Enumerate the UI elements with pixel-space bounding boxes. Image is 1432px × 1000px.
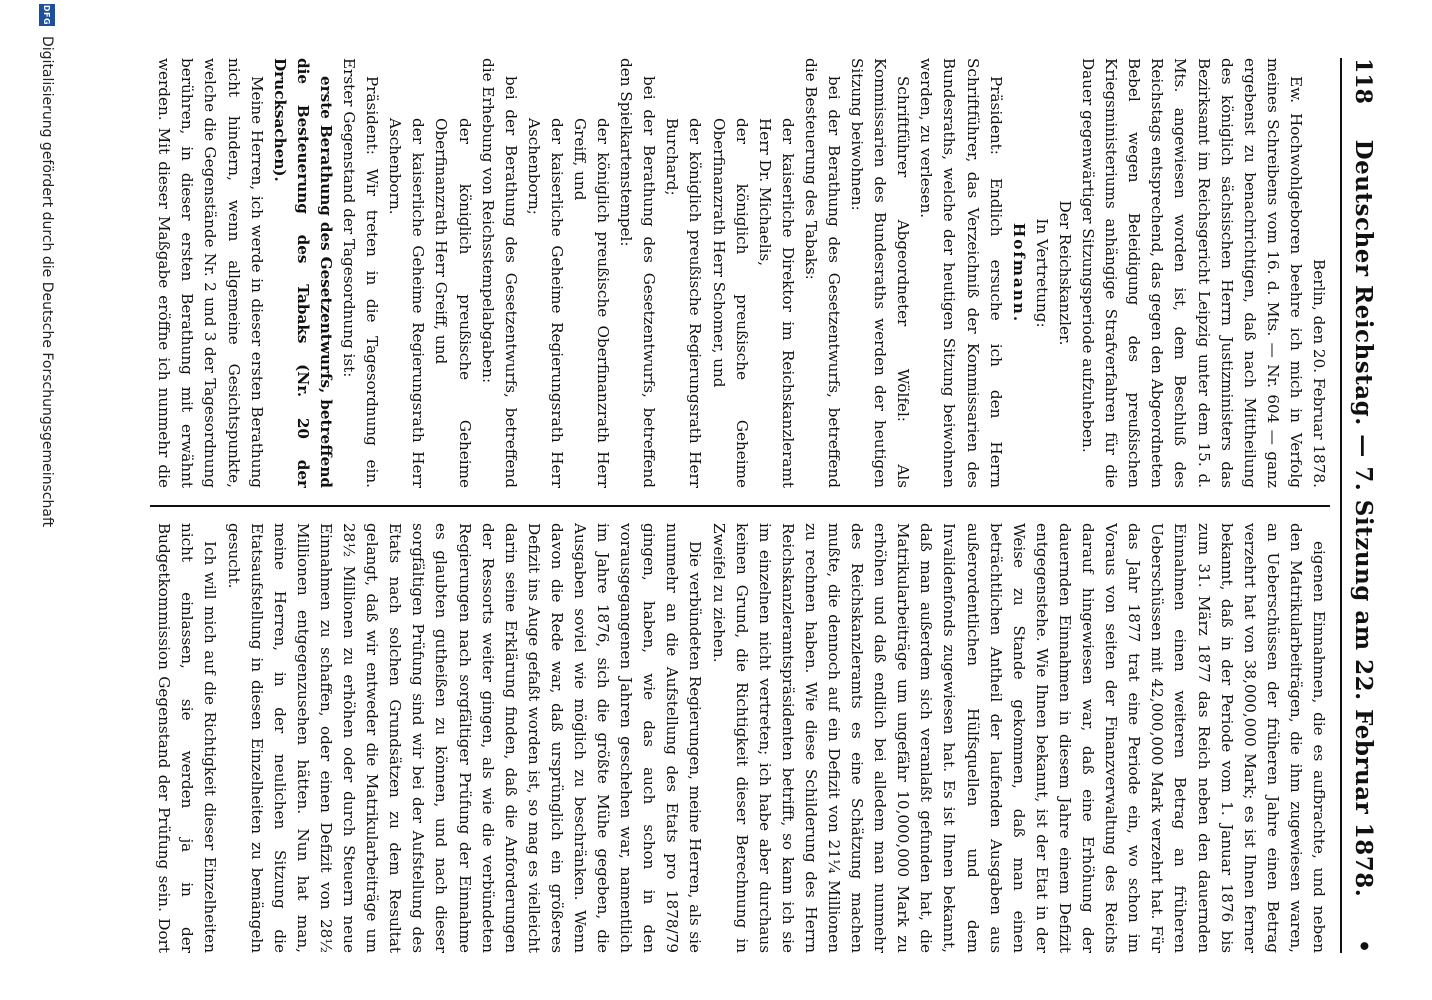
text-columns bbox=[150, 58, 1330, 953]
right-column bbox=[150, 523, 1330, 953]
running-title: Deutscher Reichstag. — 7. Sitzung am 22. Februar 1878. bbox=[1350, 139, 1377, 898]
page-header bbox=[1340, 58, 1392, 953]
paragraph: Die verbündeten Regierungen, meine Herren, als sie nunmehr an die Aufstellung des Etats pro 1878/79 gingen, haben, wie das auch schon in den vorausgegangenen Jahren geschehen war, namentlich im Jahre 1876, sich die größte Mühe gegeben, die Ausgaben soviel wie möglich zu beschränken. Wenn davon die Rede war, daß ursprünglich ein größeres Defizit ins Auge gefaßt worden ist, so mag es vielleicht darin seine Erklärung finden, daß die Anforderungen der Ressorts weiter gingen, als wie die verbündeten Regierungen nach sorgfältiger Prüfung der Einnahme es glaubten gutheißen zu können, und nach dieser sorgfältigen Prüfung sind wir bei der Aufstellung des Etats nach solchen Grundsätzen zu dem Resultat gelangt, daß wir entweder die Matrikularbeiträge um 28½ Millionen zu erhöhen oder durch Steuern neue Einnahmen zu schaffen, oder einen Defizit von 28½ Millionen entgegenzusehen hätten. Nun hat man, meine Herren, in der neulichen Sitzung die Etatsaufstellung in diesen Einzelheiten zu bemängeln gesucht. bbox=[224, 523, 705, 953]
page-number: 118 bbox=[1350, 58, 1376, 104]
paragraph: der königlich preußische Geheime Oberfinanzrath Herr Greiff, und bbox=[432, 118, 474, 488]
left-column bbox=[150, 58, 1330, 488]
paragraph: der kaiserliche Geheime Regierungsrath Herr Aschenborn; bbox=[524, 118, 566, 488]
footer-text: Digitalisierung gefördert durch die Deutsche Forschungsgemeinschaft bbox=[39, 36, 55, 528]
paragraph: der kaiserliche Direktor im Reichskanzleramt Herr Dr. Michaelis, bbox=[755, 118, 797, 488]
paragraph: bei der Berathung des Gesetzentwurfs, betreffend den Spielkartenstempel: bbox=[617, 58, 659, 488]
paragraph: Der Reichskanzler. bbox=[1055, 200, 1074, 346]
dfg-logo: DFG bbox=[39, 4, 55, 26]
scanned-page bbox=[32, 0, 1392, 1000]
paragraph: Meine Herren, ich werde in dieser ersten Berathung nicht hindern, wenn allgemeine Gesichtspunkte, welche die Gegenstände Nr. 2 und 3 der Tagesordnung berühren, in dieser ersten Berathung mit erwähnt werden. Mit dieser Maßgabe eröffne ich nunmehr die bbox=[155, 58, 266, 488]
paragraph: der königlich preußische Oberfinanzrath Herr Greiff, und bbox=[571, 118, 613, 488]
paragraph: Präsident: Wir treten in die Tagesordnung ein. Erster Gegenstand der Tagesordnung ist: bbox=[340, 58, 382, 488]
paragraph: Ich will mich auf die Richtigkeit dieser Einzelheiten nicht einlassen, sie werden ja in der Budgetkommission Gegenstand der Prüfung sein. Dort bbox=[155, 523, 220, 953]
paragraph: bei der Berathung des Gesetzentwurfs, betreffend die Besteuerung des Tabaks: bbox=[801, 58, 844, 488]
paragraph: In Vertretung: bbox=[1032, 218, 1051, 328]
paragraph: Präsident: Endlich ersuche ich den Herrn Schriftführer, das Verzeichniß der Kommissarien des Bundesraths, welche der heutigen Sitzung beiwohnen werden, zu verlesen. bbox=[917, 58, 1005, 488]
paragraph: Hofmann. bbox=[1009, 222, 1028, 324]
paragraph: der königlich preußische Geheime Oberfinanzrath Herr Schomer, und bbox=[709, 118, 751, 488]
paragraph: Ew. Hochwohlgeboren beehre ich mich in Verfolg meines Schreibens vom 16. d. Mts. — Nr. 604 — ganz ergebenst zu benachrichtigen, daß nach Mittheilung des königlich sächsischen Herrn Justizministers das Bezirksamt im Reichsgericht Leipzig unter dem 15. d. Mts. angewiesen worden ist, dem Beschluß des Reichstags entsprechend, das gegen den Abgeordneten Bebel wegen Beleidigung des preußischen Kriegsministeriums anhängige Strafverfahren für die Dauer gegenwärtiger Sitzungsperiode aufzuheben. bbox=[1079, 58, 1305, 488]
header-mark: • bbox=[1350, 938, 1376, 953]
page-footer bbox=[32, 0, 62, 1000]
paragraph: der königlich preußische Regierungsrath Herr Burchard; bbox=[663, 118, 705, 488]
paragraph: bei der Berathung des Gesetzentwurfs, betreffend die Erhebung von Reichsstempelabgaben: bbox=[478, 58, 520, 488]
paragraph: erste Berathung des Gesetzentwurfs, betreffend die Besteuerung des Tabaks (Nr. 20 der Drucksachen). bbox=[270, 58, 335, 488]
paragraph: eigenen Einnahmen, die es aufbrachte, und neben den Matrikularbeiträgen, die ihm zugewiesen waren, an Ueberschüssen der früheren Jahre einen Betrag verzehrt hat von 38,000,000 Mark; es ist Ihnen ferner bekannt, daß in der Periode vom 1. Januar 1876 bis zum 31. März 1877 das Reich neben den dauernden Einnahmen einen weiteren Betrag an früheren Ueberschüssen mit 42,000,000 Mark verzehrt hat. Für das Jahr 1877 trat eine Periode ein, wo schon im Voraus von seiten der Finanzverwaltung des Reichs darauf hingewiesen war, daß eine Erhöhung der dauernden Einnahmen in diesem Jahre einem Defizit entgegenstehe. Wie Ihnen bekannt, ist der Etat in der Weise zu Stande gekommen, daß man einen beträchtlichen Antheil der laufenden Ausgaben aus außerordentlichen Hülfsquellen und dem Invalidenfonds zugewiesen hat. Es ist Ihnen bekannt, daß man außerdem sich veranlaßt gefunden hat, die Matrikularbeiträge um ungefähr 10,000,000 Mark zu erhöhen und daß endlich bei alledem man nunmehr des Reichskanzleramts es eine Schätzung machen mußte, die dennoch auf ein Defizit von 21¼ Millionen zu rechnen haben. Wie diese Schilderung des Herrn Reichskanzleramtspräsidenten betrifft, so kann ich sie im einzelnen nicht vertreten; ich habe aber durchaus keinen Grund, die Richtigkeit dieser Berechnung in Zweifel zu ziehen. bbox=[709, 523, 1328, 953]
paragraph: Berlin, den 20. Februar 1878. bbox=[1310, 259, 1328, 488]
paragraph: der kaiserliche Geheime Regierungsrath Herr Aschenborn. bbox=[386, 118, 428, 488]
paragraph: Schriftführer Abgeordneter Wölfel: Als Kommissarien des Bundesraths werden der heutigen Sitzung beiwohnen: bbox=[848, 58, 913, 488]
column-divider bbox=[150, 505, 1330, 507]
